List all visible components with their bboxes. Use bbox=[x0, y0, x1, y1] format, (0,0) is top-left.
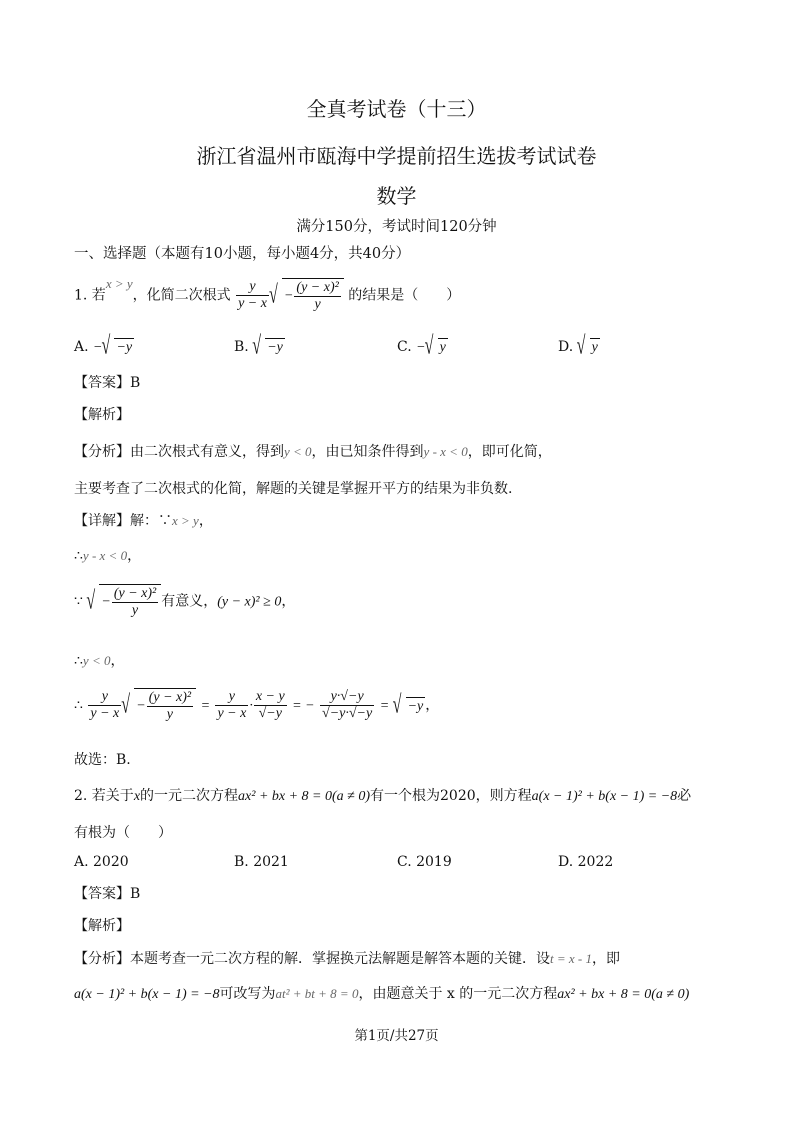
q2-analysis-line: 【分析】本题考查一元二次方程的解．掌握换元法解题是解答本题的关键．设t = x - 1，即 bbox=[74, 951, 620, 967]
q1-analysis-line1: 【分析】由二次根式有意义，得到y < 0，由已知条件得到y - x < 0，即可化简， bbox=[74, 444, 552, 460]
page-footer: 第1页/共27页 bbox=[354, 1028, 439, 1044]
q2-answer: 【答案】B bbox=[74, 886, 141, 902]
exam-title: 全真考试卷（十三） bbox=[306, 97, 487, 121]
q1-answer: 【答案】B bbox=[74, 375, 141, 391]
q2-option-c: C. 2019 bbox=[397, 854, 452, 870]
question-1 bbox=[74, 275, 461, 313]
q2-analysis-label: 【解析】 bbox=[74, 918, 130, 934]
q2-option-d: D. 2022 bbox=[558, 854, 614, 870]
q1-option-c: C. −√ y bbox=[397, 338, 448, 356]
q1-option-a: A. −√ −y bbox=[74, 338, 134, 356]
q1-option-d: D. √ y bbox=[558, 338, 600, 356]
q1-fraction: $\frac{y}{y - x}$ bbox=[238, 279, 267, 311]
q1-prefix: 1. 若 bbox=[74, 287, 106, 304]
q2-option-a: A. 2020 bbox=[74, 854, 129, 870]
q1-option-b: B. √ −y bbox=[234, 338, 285, 356]
question-2-line1: 2. 若关于x的一元二次方程ax² + bx + 8 = 0(a ≠ 0)有一个根为2020，则方程a(x − 1)² + b(x − 1) = −8必 bbox=[74, 788, 692, 804]
q1-suffix: 的结果是（ ） bbox=[348, 287, 461, 304]
q1-step-4: ∴ $\frac{y}{y - x}$ √ − $\frac{\text{(y − x)²}}{y}$ = $\frac{y}{y - x}$ · $\frac{x - y}{√-y}$ = − $\frac{y\cdot√-y}{√-y\cdot√-y}$ = √ −y ， bbox=[74, 688, 439, 723]
q1-radical: √ − $\frac{\text{(y − x)²}}{y}$ bbox=[270, 278, 344, 313]
question-2-line2: 有根为（ ） bbox=[74, 825, 172, 841]
subject-title: 数学 bbox=[376, 184, 417, 208]
q2-option-b: B. 2021 bbox=[234, 854, 289, 870]
q1-conclusion: 故选：B. bbox=[74, 752, 131, 768]
q1-step-1: ∴y - x < 0， bbox=[74, 548, 142, 564]
q1-step-3: ∴y < 0， bbox=[74, 653, 125, 669]
q1-detail-line: 【详解】解：∵x > y， bbox=[74, 513, 213, 529]
q1-step-2: ∵ √ − $\frac{\text{(y − x)²}}{y}$ 有意义，(y − x)² ≥ 0， bbox=[74, 584, 295, 619]
exam-info: 满分150分，考试时间120分钟 bbox=[296, 219, 497, 235]
q1-analysis-line2: 主要考查了二次根式的化简，解题的关键是掌握开平方的结果为非负数. bbox=[74, 481, 513, 497]
section-heading: 一、选择题（本题有10小题，每小题4分，共40分） bbox=[74, 246, 411, 262]
q1-condition: x > y bbox=[105, 275, 133, 291]
q1-analysis-label: 【解析】 bbox=[74, 407, 130, 423]
q2-analysis-line2: a(x − 1)² + b(x − 1) = −8可改写为at² + bt + 8 = 0，由题意关于 x 的一元二次方程ax² + bx + 8 = 0(a ≠ 0) bbox=[74, 986, 690, 1002]
exam-subtitle: 浙江省温州市瓯海中学提前招生选拔考试试卷 bbox=[196, 144, 597, 168]
q1-mid: ，化简二次根式 bbox=[132, 287, 231, 304]
